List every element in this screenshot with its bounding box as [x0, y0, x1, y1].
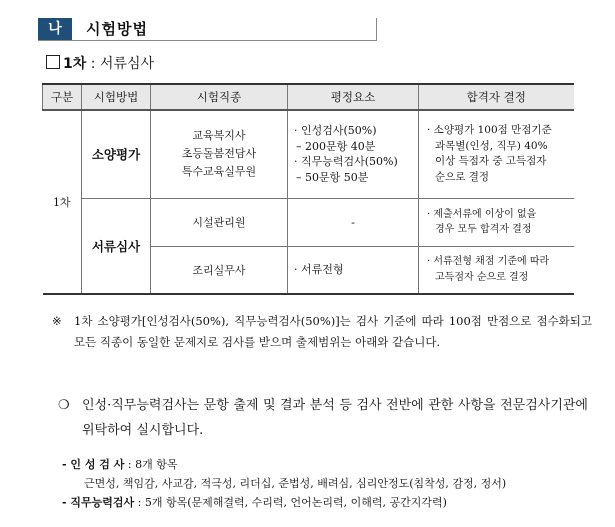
- table-header-row: [43, 84, 574, 110]
- decision-line: 과목별(인성, 직무) 40%: [435, 139, 548, 152]
- personality-item: [62, 455, 602, 474]
- exam-items: [62, 455, 602, 512]
- decision-line: · 소양평가 100점 만점기준: [427, 124, 552, 137]
- elements-cell: · 서류전형: [288, 246, 419, 294]
- table-row: [43, 110, 574, 198]
- bullet-paragraph: [58, 393, 588, 443]
- header-decision: 합격자 결정: [419, 84, 574, 110]
- element-item: · 직무능력검사(50%): [294, 155, 398, 169]
- header-method: 시험방법: [82, 84, 151, 110]
- reference-mark-icon: ※: [52, 314, 62, 328]
- header-type: 구분: [43, 84, 82, 110]
- aptitude-label: - 직무능력검사: [62, 496, 135, 509]
- aptitude-item: [62, 493, 602, 512]
- circle-bullet-icon: ❍: [58, 398, 70, 413]
- decision-cell: [419, 246, 574, 294]
- job-item: 초등돌봄전담사: [181, 147, 257, 161]
- aptitude-count: : 5개 항목(문제해결력, 수리력, 언어논리력, 이해력, 공간지각력): [134, 496, 447, 509]
- note-text: 1차 소양평가[인성검사(50%), 직무능력검사(50%)]는 검사 기준에 따라 100점 만점으로 점수화되고 모든 직종이 동일한 문제지로 검사를 받으며 출제범위는 아래와 같습니다.: [74, 314, 592, 349]
- header-elements: 평정요소: [288, 84, 419, 110]
- stage-cell: 1차: [43, 110, 82, 294]
- decision-line: 순으로 결정: [435, 170, 490, 183]
- elements-cell: [288, 110, 419, 198]
- stage-separator: :: [86, 56, 100, 72]
- section-header: [38, 18, 377, 41]
- note-paragraph: [52, 311, 592, 353]
- method-cell: 서류심사: [82, 198, 151, 294]
- table-row: [43, 198, 574, 246]
- job-item: 교육복지사: [192, 129, 246, 143]
- subsection-title: [46, 53, 154, 73]
- stage-label: 1차: [63, 56, 87, 72]
- decision-cell: [419, 198, 574, 246]
- checkbox-square-icon: [46, 55, 60, 69]
- section-badge: 나: [38, 18, 72, 40]
- element-item: · 인성검사(50%): [294, 124, 377, 138]
- jobs-cell: 시설관리원: [151, 198, 288, 246]
- bullet-text: 인성·직무능력검사는 문항 출제 및 결과 분석 등 검사 전반에 관한 사항을 전문검사기관에 위탁하여 실시합니다.: [82, 398, 588, 438]
- decision-line: 고득점자 순으로 결정: [435, 271, 529, 283]
- section-title: 시험방법: [86, 20, 148, 38]
- decision-line: 경우 모두 합격자 결정: [435, 224, 532, 235]
- personality-list: 근면성, 책임감, 사교감, 적극성, 리더십, 준법성, 배려심, 심리안정도(침착성, 감정, 정서): [84, 477, 507, 490]
- stage-name: 서류심사: [99, 56, 154, 72]
- decision-cell: [419, 110, 574, 198]
- personality-count: : 8개 항목: [124, 458, 178, 471]
- element-item: – 50문항 50분: [296, 170, 369, 184]
- method-cell: 소양평가: [82, 110, 151, 198]
- personality-label: - 인 성 검 사: [62, 458, 125, 471]
- elements-cell: -: [288, 198, 419, 246]
- jobs-cell: 조리실무사: [151, 246, 288, 294]
- exam-method-table: [42, 83, 574, 295]
- job-item: 특수교육실무원: [181, 165, 257, 179]
- decision-line: · 서류전형 채점 기준에 따라: [427, 256, 550, 268]
- decision-line: 이상 득점자 중 고득점자: [435, 155, 547, 168]
- header-jobs: 시험직종: [151, 84, 288, 110]
- jobs-cell: [151, 110, 288, 198]
- element-item: – 200문항 40분: [296, 139, 376, 153]
- decision-line: · 제출서류에 이상이 없을: [427, 208, 537, 220]
